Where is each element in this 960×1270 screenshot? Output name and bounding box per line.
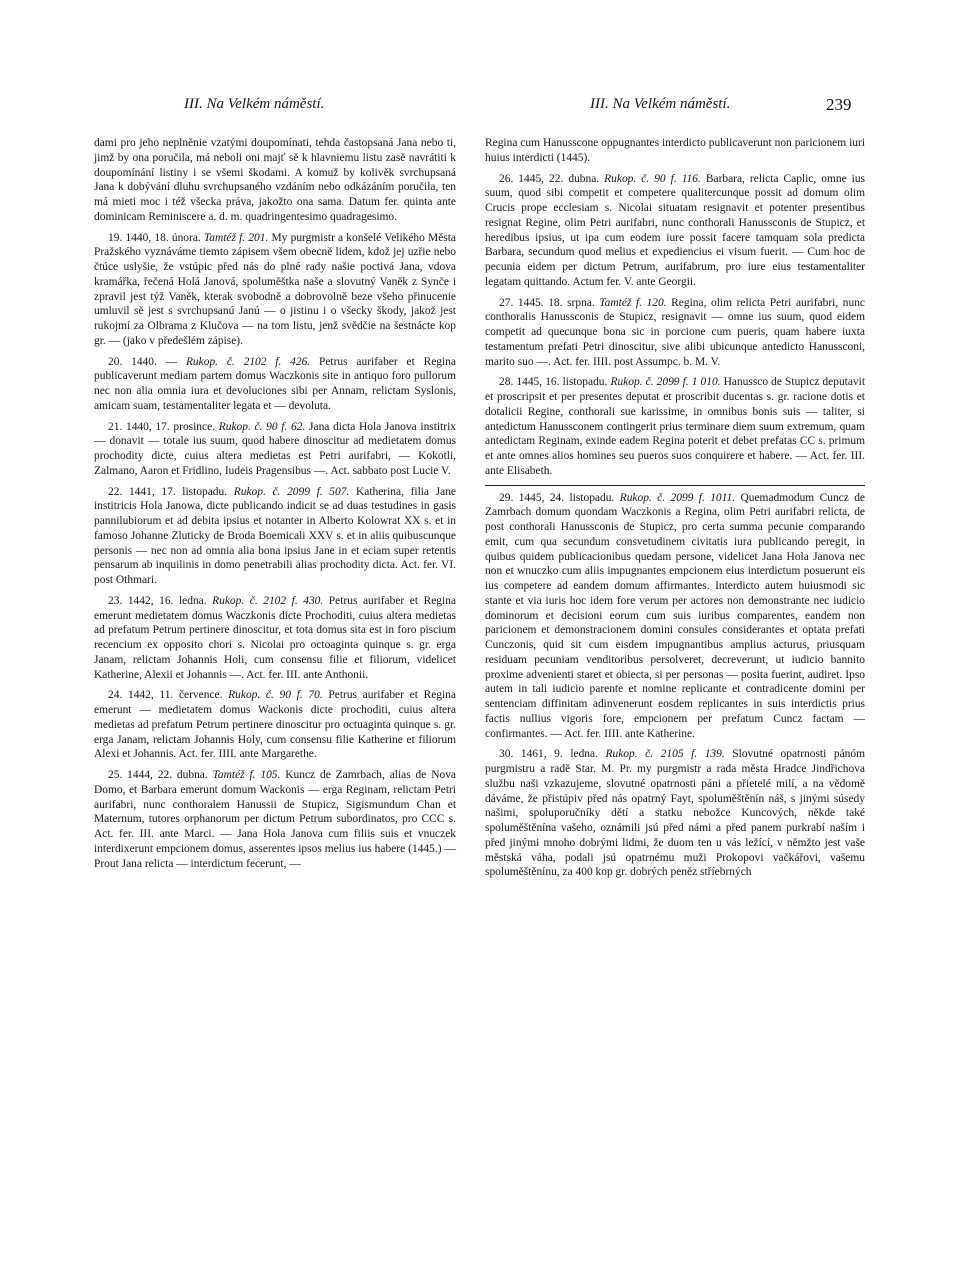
entry-number-date: 26. 1445, 22. dubna. [499, 172, 605, 185]
record-entry [94, 420, 456, 479]
manuscript-reference: Rukop. č. 2102 f. 430. [212, 594, 324, 607]
entry-number-date: 23. 1442, 16. ledna. [108, 594, 213, 607]
continued-paragraph [485, 136, 865, 166]
entry-number-date: 27. 1445. 18. srpna. [499, 296, 600, 309]
running-title-left: III. Na Velkém náměstí. [184, 96, 325, 112]
page-number: 239 [826, 95, 852, 114]
record-entry [94, 594, 456, 683]
entry-text: Petrus aurifaber et Regina publicaverunt mediam partem domus Waczkonis site in antiquo foro pullorum nec non alia omnia iura et devoluciones sibi per Annam, relictam Syslonis, amicam suam, testamentaliter legata et — devoluta. [94, 355, 456, 412]
manuscript-reference: Rukop. č. 2102 f. 426. [185, 355, 311, 368]
manuscript-reference: Tamtéž f. 105. [212, 769, 281, 781]
entry-text: Quemadmodum Cuncz de Zamrbach domum quondam Waczkonis a Regina, olim Petri aurifabri relicta, de post conthorali Hanussconis de Stupicz, pro certa summa pecunie comparando emit, cum qua secundum consvetudinem civitatis iura publicando peregit, in quibus quidem publicacionibus quedam persone, videlicet Jana Hola Janova nec non et wnuczko cum aliis impugnantes empcionem eius interdictum posuerunt eis ius competere ad eandem domum affirmantes. Interdicto autem huiusmodi sic stante et via iuris hoc idem fore verum per actores non demonstrante nec iudicio dominorum et decisioni eorum cum suis iuribus comparentes, eandem non paricionem et demonstracionem domini consules considerantes et optata prefati Cunczonis, quid sit cum eisdem impugnantibus amplius acturus, priusquam residuam pecuniam venditoribus persolveret, decreverunt, ut iudicio bannito proxime advenienti staret et obiecta, si per personas — posita fuerint, audiret. Ipso autem in tali iudicio parente et nomine replicante et contradicente domini per sentenciam diffinitam adinvenerunt eosdem replicantes in suis interdictis prius factis nullius vigoris fore, empcionem per prefatum Cuncz factam — confirmantes. — Act. fer. IIII. ante Katherine. [485, 491, 866, 740]
entry-number-date: 24. 1442, 11. července. [108, 689, 229, 702]
entry-number-date: 22. 1441, 17. listopadu. [108, 485, 234, 498]
entry-text: My purgmistr a konšelé Velikého Města Pražského vyznáváme tiemto zápisem všem obecně lidem, kdož jej uzřie nebo čtúce uslyšie, že vstúpic před nás do plné rady našie poctivá Jana, vdova kramářka, řečená Holá Janová, spoluměštka naše a slovutný Vaněk z Synče i zpravil jest týž Vaněk, kterak svobodně a dobrovolně beze všeho přinucenie umluvil sě jest s svrchupsanú Janú — o jistinu i o všecky škody, jakož jest rukojmí za Olbrama z Klučova — na tom listu, jenž svědčie na šestnácte kop gr. — (jako v předešlém zápise). [94, 231, 457, 347]
entry-text: Slovutné opatrnosti pánóm purgmistru a radě Star. M. Pr. my purgmistr a rada města Hradce Jindřichova službu naši vzkazujeme, slovutné opatrnosti páni a přietelé milí, a na vědomě dáváme, že přistúpiv před nás opatrný Fayt, spoluměštěnín náš, s jinými súsedy našimi, spoluporučníky dětí a statku nebožce Kuncových, někde také spoluměštěnína vašeho, oznámili jsú před námi a před panem purkrabí naším i před jinými mnoho dobrými lidmi, že duom ten u vás ležící, v němžto jest vaše městská váha, podali jsú opatrnému muži Prokopovi vačkářovi, vašemu spoluměštěnínu, za 400 kop gr. dobrých peněz stříebrných [485, 748, 865, 879]
manuscript-reference: Rukop. č. 2105 f. 139. [605, 748, 725, 761]
entry-number-date: 25. 1444, 22. dubna. [108, 769, 213, 781]
left-text-column [94, 136, 456, 871]
manuscript-reference: Rukop. č. 90 f. 70. [228, 689, 323, 702]
paragraph-text: Regina cum Hanusscone oppugnantes interdicto publicaverunt non paricionem iuri huius interdicti (1445). [485, 137, 865, 164]
entry-text: Petrus aurifaber et Regina emerunt medietatem domus Waczkonis dicte Prochoditi, cuius altera medietas ad prefatum Petrum pertinere dinoscitur, et tota domus sita est in foro piscium recencium ex opposito chori s. Nicolai pro octoaginta quinque s. gr. erga Janam, relictam Johannis Holi, cum consensu filie et filiorum, videlicet Katherine, Alexii et Johannis —. Act. fer. III. ante Anthonii. [94, 594, 456, 681]
record-entry [94, 768, 456, 871]
entry-text: Hanussco de Stupicz deputavit et proscripsit et per presentes deputat et proscribit ducentas s. gr. racione dotis et dotalicii Regine, conthorali sue karissime, in omnibus bonis suis — taliter, si antedictum Hanussconem contingerit prius terminare diem suum extremum, quam antedictam Reginam, exinde eadem Regina poterit et debet prefatas CC s. primum et ante omnes alios homines seu pueros suos conquirere et habere. — Act. fer. III. ante Elisabeth. [485, 376, 865, 477]
entry-text: Petrus aurifaber et Regina emerunt — medietatem domus Wackonis dicte prochoditi, cuius altera medietas ad prefatum Petrum pertinere dinoscitur pro octuaginta quinque s. gr. erga Janam, relictam Johannis Holy, cum consensu filie Katherine et filiorum Alexi et Johannis. Act. fer. IIII. ante Margarethe. [94, 689, 456, 761]
record-entry [94, 355, 456, 414]
record-entry [94, 485, 456, 588]
manuscript-reference: Rukop. č. 2099 f. 1011. [619, 491, 736, 504]
right-text-column [485, 136, 865, 880]
entry-number-date: 28. 1445, 16. listopadu. [499, 376, 611, 389]
record-entry [485, 296, 865, 370]
record-entry [485, 485, 865, 742]
manuscript-reference: Tamtéž f. 120. [599, 296, 667, 309]
entry-text: Regina, olim relicta Petri aurifabri, nunc conthoralis Hanussconis de Stupicz, resignavit — omne ius suum, quod eidem competit ad quecunque bona sic in porcione cum pueris, quam habere iuxta testamentum prefati Petri dinoscitur, sive alibi ubicunque antedicto Hanussconi, marito suo —. Act. fer. IIII. post Assumpc. b. M. V. [485, 296, 865, 368]
manuscript-reference: Rukop. č. 2099 f. 507. [233, 485, 350, 498]
entry-text: Jana dicta Hola Janova institrix — donavit — totale ius suum, quod habere dinoscitur ad medietatem domus prochodity dicte, cuius altera medietas est Petri aurifabri, — Kokotli, Zalmano, Aaron et Fridlino, Iudeis Pragensibus —. Act. sabbato post Lucie V. [94, 420, 456, 477]
entry-number-date: 21. 1440, 17. prosince. [108, 420, 219, 433]
manuscript-reference: Rukop. č. 90 f. 62. [218, 420, 306, 433]
paragraph-text: dami pro jeho neplněnie vzatými doupomínati, tehda častopsaná Jana nebo ti, jimž by ona poručila, má neboli oni majť sě k hlavniemu listu zasě navrátiti k doupomínání listiny i se všemi škodami. A komuž by kolivěk svrchupsaná Jana k dobývání dluhu svrchupsaného vzdáním nebo odkázáním poručila, ten má mieti moc i též všecka práva, jakožto ona sama. Datum fer. quinta ante dominicam Reminiscere a. d. m. quadringentesimo quadragesimo. [94, 137, 456, 223]
record-entry [94, 688, 456, 762]
entry-number-date: 30. 1461, 9. ledna. [499, 748, 606, 761]
manuscript-reference: Tamtéž f. 201. [203, 231, 269, 244]
continued-paragraph [94, 136, 456, 225]
entry-number-date: 20. 1440. — [108, 355, 186, 368]
record-entry [485, 172, 865, 290]
record-entry [485, 375, 865, 478]
entry-text: Kuncz de Zamrbach, alias de Nova Domo, et Barbara emerunt domum Wackonis — erga Reginam, relictam Petri aurifabri, nunc conthoralem Hanussii de Stupicz, Sigismundum Chan et Maternum, tutores orphanorum per dictum Petrum subordinatos, pro CCC s. Act. fer. III. ante Marci. — Jana Hola Janova cum filiis suis et vnuczek interdixerunt empcionem domus, asserentes ipsos melius ius habere (1445.) — Prout Jana relicta — interdictum fecerunt, — [94, 769, 456, 870]
entry-text: Katherina, filia Jane institricis Hola Janowa, dicte publicando indicit se ad duas testudines in gasis pannilubiorum et ad debita ipsius et notanter in Alberto Kolowrat XX s. et in famoso Johanne Zluticky de Broda Boemicali XXV s. et in aliis quibuscunque personis — nec non ad omnia alia bona ipsius Jane in et eciam super retentis pensarum ab inquilinis in domo penetrabili alias prochodity dicta. Act. fer. VI. post Othmari. [94, 485, 456, 586]
entry-text: Barbara, relicta Caplic, omne ius suum, quod sibi competit et competere qualitercunque possit ad domum olim Crucis prope ecclesiam s. Nicolai situatam resignavit et potenter presentibus resignat Regine, olim Petri aurifabri, nunc conthorali Hanussconis de Stupicz, et heredibus ipsius, ut ipa cum eodem iure possit facere tamquam sola predicta Barbara, secundum quod melius et expediencius ei visum fuerit. — Cum hoc de pecunia eidem per dictum Petrum, aurifabrum, pro iure eius testamentaliter legatam quittando. Actum fer. V. ante Georgii. [485, 172, 865, 288]
manuscript-reference: Rukop. č. 90 f. 116. [604, 172, 701, 185]
entry-number-date: 19. 1440, 18. února. [108, 231, 204, 244]
running-title-right: III. Na Velkém náměstí. [590, 96, 731, 112]
running-header [0, 96, 960, 120]
record-entry [485, 747, 865, 880]
manuscript-reference: Rukop. č. 2099 f. 1 010. [610, 376, 721, 389]
entry-number-date: 29. 1445, 24. listopadu. [499, 491, 620, 504]
record-entry [94, 231, 456, 349]
